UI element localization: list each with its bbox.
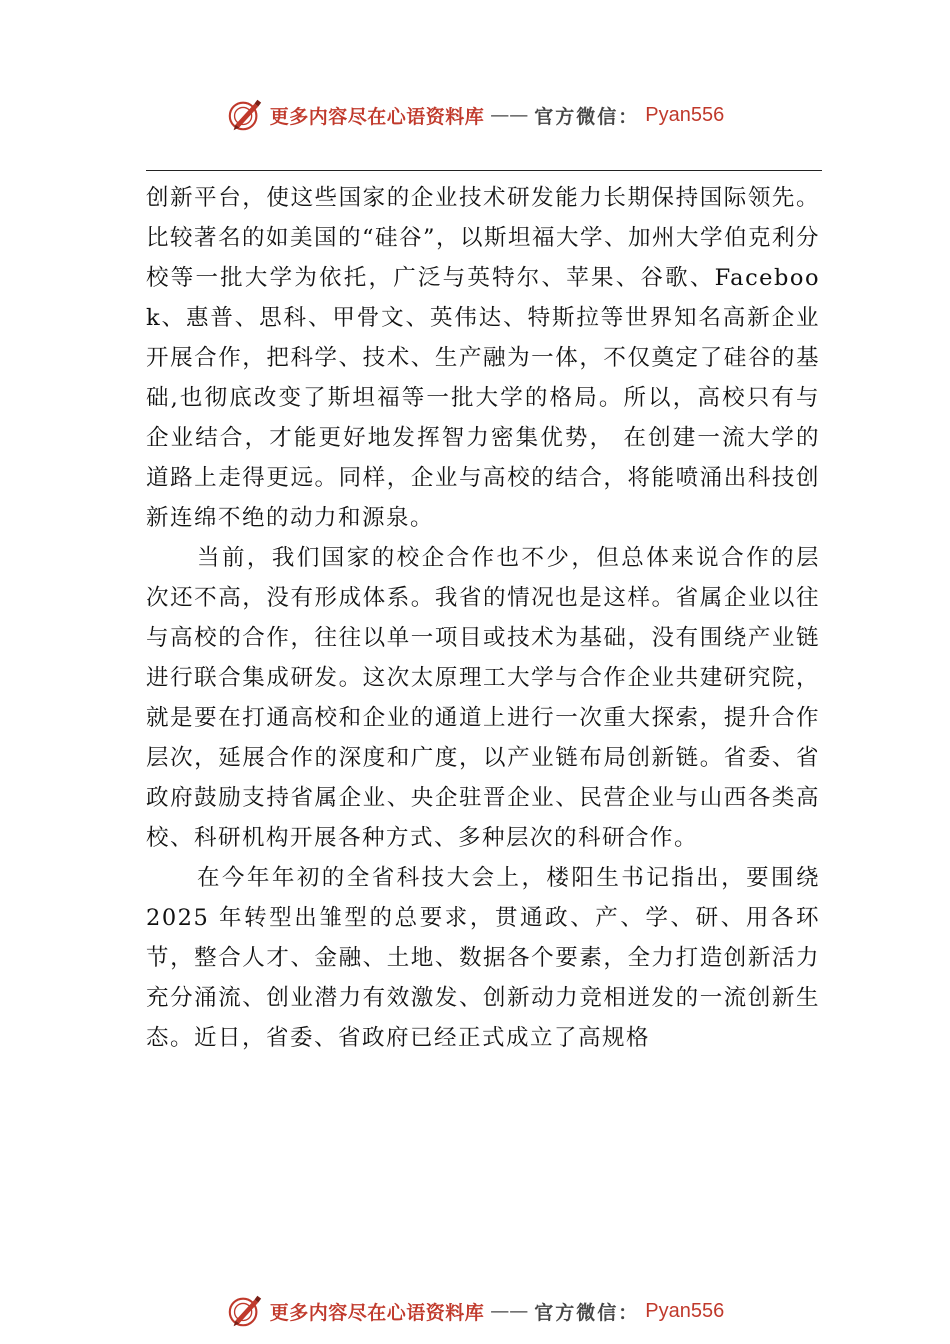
header-wechat-id: Pyan556: [645, 103, 725, 126]
document-body: [146, 178, 820, 1058]
header-separator: ——: [490, 104, 529, 126]
footer-wechat-id: Pyan556: [645, 1299, 725, 1322]
header-divider: [146, 170, 822, 171]
body-paragraph-3: 在今年年初的全省科技大会上，楼阳生书记指出，要围绕 2025 年转型出雏型的总要求，贯通政、产、学、研、用各环节，整合人才、金融、土地、数据各个要素，全力打造创新活力充分涌流、创业潜力有效激发、创新动力竞相迸发的一流创新生态。近日，省委、省政府已经正式成立了高规格: [146, 865, 820, 1051]
header-banner: [226, 96, 725, 134]
page-header: [0, 92, 950, 138]
body-paragraph-1: 创新平台，使这些国家的企业技术研发能力长期保持国际领先。比较著名的如美国的“硅谷”，以斯坦福大学、加州大学伯克利分校等一批大学为依托，广泛与英特尔、苹果、谷歌、Facebook、惠普、思科、甲骨文、英伟达、特斯拉等世界知名高新企业开展合作，把科学、技术、生产融为一体，不仅奠定了硅谷的基础,也彻底改变了斯坦福等一批大学的格局。所以，高校只有与企业结合，才能更好地发挥智力密集优势， 在创建一流大学的道路上走得更远。同样，企业与高校的结合，将能喷涌出科技创新连绵不绝的动力和源泉。: [146, 185, 821, 531]
header-site-text: 更多内容尽在心语资料库: [269, 105, 485, 128]
pen-logo-icon: [226, 96, 264, 134]
page-footer: [0, 1288, 950, 1334]
footer-separator: ——: [490, 1300, 529, 1322]
footer-site-text: 更多内容尽在心语资料库: [269, 1301, 485, 1324]
body-paragraph-2: 当前，我们国家的校企合作也不少，但总体来说合作的层次还不高，没有形成体系。我省的情况也是这样。省属企业以往与高校的合作，往往以单一项目或技术为基础，没有围绕产业链进行联合集成研发。这次太原理工大学与合作企业共建研究院，就是要在打通高校和企业的通道上进行一次重大探索，提升合作层次，延展合作的深度和广度，以产业链布局创新链。省委、省政府鼓励支持省属企业、央企驻晋企业、民营企业与山西各类高校、科研机构开展各种方式、多种层次的科研合作。: [146, 545, 820, 851]
header-wechat-label: 官方微信：: [534, 105, 640, 128]
footer-banner: [226, 1292, 725, 1330]
pen-logo-icon: [226, 1292, 264, 1330]
footer-wechat-label: 官方微信：: [534, 1301, 640, 1324]
